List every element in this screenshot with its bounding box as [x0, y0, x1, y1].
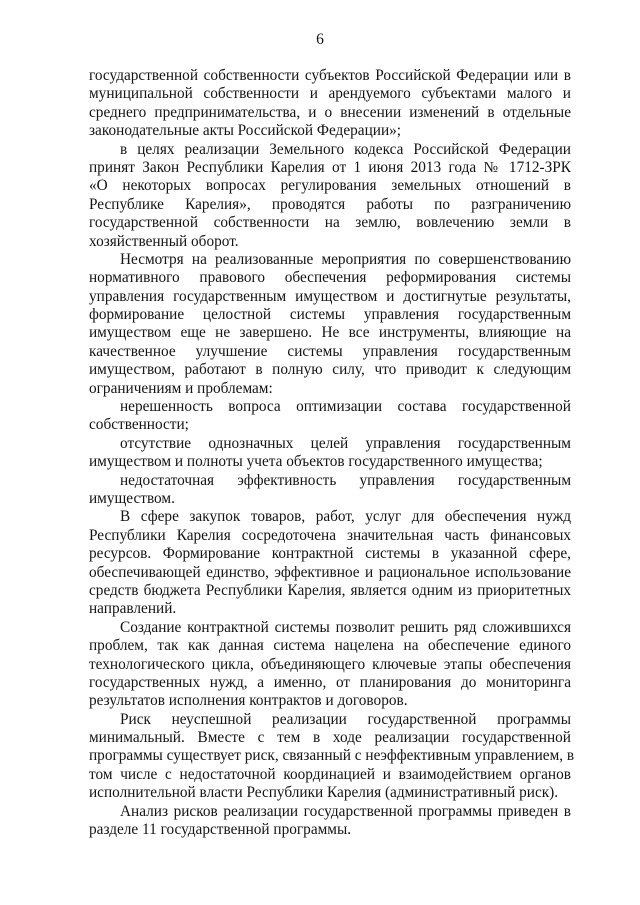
text-line: технологического цикла, объединяющего ключевые этапы обеспечения	[89, 655, 571, 673]
text-line: Создание контрактной системы позволит решить ряд сложившихся	[120, 618, 571, 636]
text-line: управления государственным имуществом и достигнутые результаты,	[89, 287, 571, 305]
text-line: Несмотря на реализованные мероприятия по совершенствованию	[120, 250, 571, 268]
text-line: ресурсов. Формирование контрактной системы в указанной сфере,	[89, 545, 571, 563]
text-line: В сфере закупок товаров, работ, услуг для обеспечения нужд	[120, 508, 571, 526]
text-line: ограничениям и проблемам:	[89, 379, 273, 397]
text-line: Анализ рисков реализации государственной программы приведен в	[120, 802, 571, 820]
text-line: хозяйственный оборот.	[89, 232, 239, 250]
text-line: исполнительной власти Республики Карелия (административный риск).	[89, 784, 559, 802]
text-line: среднего предпринимательства, и о внесении изменений в отдельные	[89, 103, 571, 121]
text-line: Риск неуспешной реализации государственной программы	[120, 710, 571, 728]
text-line: имуществом, работают в полную силу, что приводит к следующим	[89, 361, 571, 379]
document-body	[89, 67, 575, 839]
text-line: имуществом и полноты учета объектов государственного имущества;	[89, 453, 543, 471]
text-line: обеспечивающей единство, эффективное и рациональное использование	[89, 563, 571, 581]
text-line: Республики Карелия сосредоточена значительная часть финансовых	[89, 526, 571, 544]
page-number: 6	[316, 31, 324, 48]
text-line: средств бюджета Республики Карелия, является одним из приоритетных	[89, 581, 571, 599]
text-line: нерешенность вопроса оптимизации состава государственной	[120, 398, 571, 416]
text-line: нормативного правового обеспечения реформирования системы	[89, 269, 571, 287]
text-line: имуществом.	[89, 489, 175, 507]
text-line: том числе с недостаточной координацией и взаимодействием органов	[89, 765, 571, 783]
text-line: собственности;	[89, 416, 189, 434]
text-line: имуществом еще не завершено. Не все инструменты, влияющие на	[89, 324, 571, 342]
text-line: муниципальной собственности и арендуемого субъектами малого и	[89, 85, 571, 103]
text-line: направлений.	[89, 600, 177, 618]
text-line: формирование целостной системы управления государственным	[89, 306, 571, 324]
text-line: результатов исполнения контрактов и договоров.	[89, 692, 408, 710]
text-line: законодательные акты Российской Федерации»;	[89, 122, 402, 140]
text-line: принят Закон Республики Карелия от 1 июня 2013 года № 1712-ЗРК	[89, 158, 571, 176]
text-line: государственной собственности субъектов Российской Федерации или в	[89, 67, 571, 84]
text-line: разделе 11 государственной программы.	[89, 821, 352, 839]
text-line: минимальный. Вместе с тем в ходе реализации государственной	[89, 729, 571, 747]
text-line: в целях реализации Земельного кодекса Российской Федерации	[120, 140, 571, 158]
text-line: проблем, так как данная система нацелена на обеспечение единого	[89, 637, 571, 655]
text-line: недостаточная эффективность управления государственным	[120, 471, 571, 489]
text-line: государственных нужд, а именно, от планирования до мониторинга	[89, 673, 571, 691]
text-line: программы существует риск, связанный с неэффективным управлением, в	[89, 747, 575, 765]
text-line: государственной собственности на землю, вовлечению земли в	[89, 214, 571, 232]
text-line: «О некоторых вопросах регулирования земельных отношений в	[89, 177, 571, 195]
text-line: качественное улучшение системы управления государственным	[89, 342, 571, 360]
text-line: отсутствие однозначных целей управления государственным	[120, 434, 571, 452]
text-line: Республике Карелия», проводятся работы по разграничению	[89, 195, 571, 213]
